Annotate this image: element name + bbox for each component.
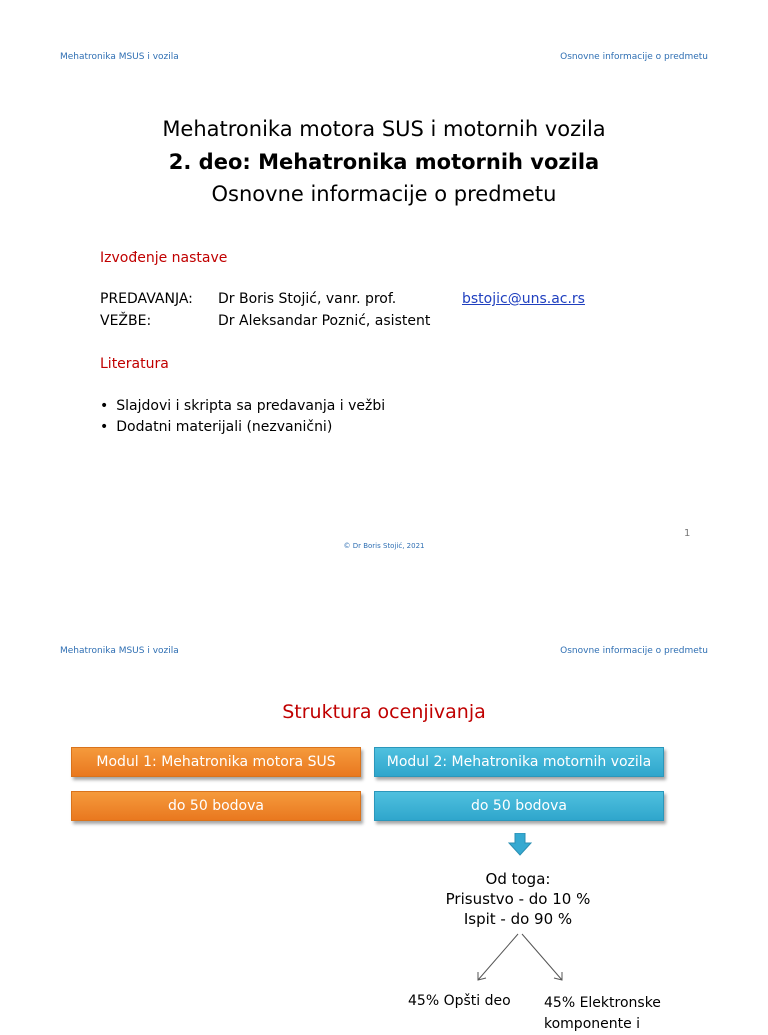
list-item: • Slajdovi i skripta sa predavanja i vežbi bbox=[100, 396, 385, 417]
slide-title: Struktura ocenjivanja bbox=[282, 701, 486, 723]
lecturer-email-link[interactable]: bstojic@uns.ac.rs bbox=[462, 291, 585, 307]
title-line-1: Mehatronika motora SUS i motornih vozila bbox=[162, 117, 606, 141]
breakdown-text bbox=[418, 869, 618, 929]
exam-label: Ispit - do 90 % bbox=[463, 910, 573, 928]
module-1-label: Modul 1: Mehatronika motora SUS bbox=[96, 754, 336, 770]
module-2-label: Modul 2: Mehatronika motornih vozila bbox=[386, 754, 652, 770]
module-1-box bbox=[71, 747, 361, 777]
module-2-box bbox=[374, 747, 664, 777]
title-line-2: 2. deo: Mehatronika motornih vozila bbox=[168, 150, 600, 174]
staff-role-lectures: PREDAVANJA: bbox=[100, 291, 193, 307]
down-arrow-icon bbox=[508, 833, 532, 857]
header-right: Osnovne informacije o predmetu bbox=[560, 646, 708, 656]
literature-list bbox=[100, 396, 385, 438]
footer-copyright: © Dr Boris Stojić, 2021 bbox=[343, 542, 425, 550]
title-line-3: Osnovne informacije o predmetu bbox=[211, 182, 557, 206]
section-heading-literature: Literatura bbox=[100, 356, 169, 372]
header-left: Mehatronika MSUS i vozila bbox=[60, 52, 179, 62]
header-right: Osnovne informacije o predmetu bbox=[560, 52, 708, 62]
module-1-points-box bbox=[71, 791, 361, 821]
module-2-points-box bbox=[374, 791, 664, 821]
electronic-part-line-1: 45% Elektronske bbox=[544, 995, 661, 1011]
header-left: Mehatronika MSUS i vozila bbox=[60, 646, 179, 656]
staff-role-exercises: VEŽBE: bbox=[100, 313, 152, 329]
page-number: 1 bbox=[684, 528, 691, 539]
attendance-label: Prisustvo - do 10 % bbox=[445, 890, 591, 908]
module-1-points: do 50 bodova bbox=[168, 798, 264, 814]
of-which-label: Od toga: bbox=[485, 870, 551, 888]
general-part-label: 45% Opšti deo bbox=[408, 993, 511, 1009]
staff-name-assistant: Dr Aleksandar Poznić, asistent bbox=[218, 313, 431, 329]
section-heading-teaching: Izvođenje nastave bbox=[100, 250, 228, 266]
module-2-points: do 50 bodova bbox=[471, 798, 567, 814]
electronic-part-line-2: komponente i bbox=[544, 1016, 641, 1032]
staff-name-lecturer: Dr Boris Stojić, vanr. prof. bbox=[218, 291, 397, 307]
split-arrows-icon bbox=[470, 932, 570, 984]
electronic-part-label bbox=[544, 993, 661, 1035]
list-item: • Dodatni materijali (nezvanični) bbox=[100, 417, 385, 438]
